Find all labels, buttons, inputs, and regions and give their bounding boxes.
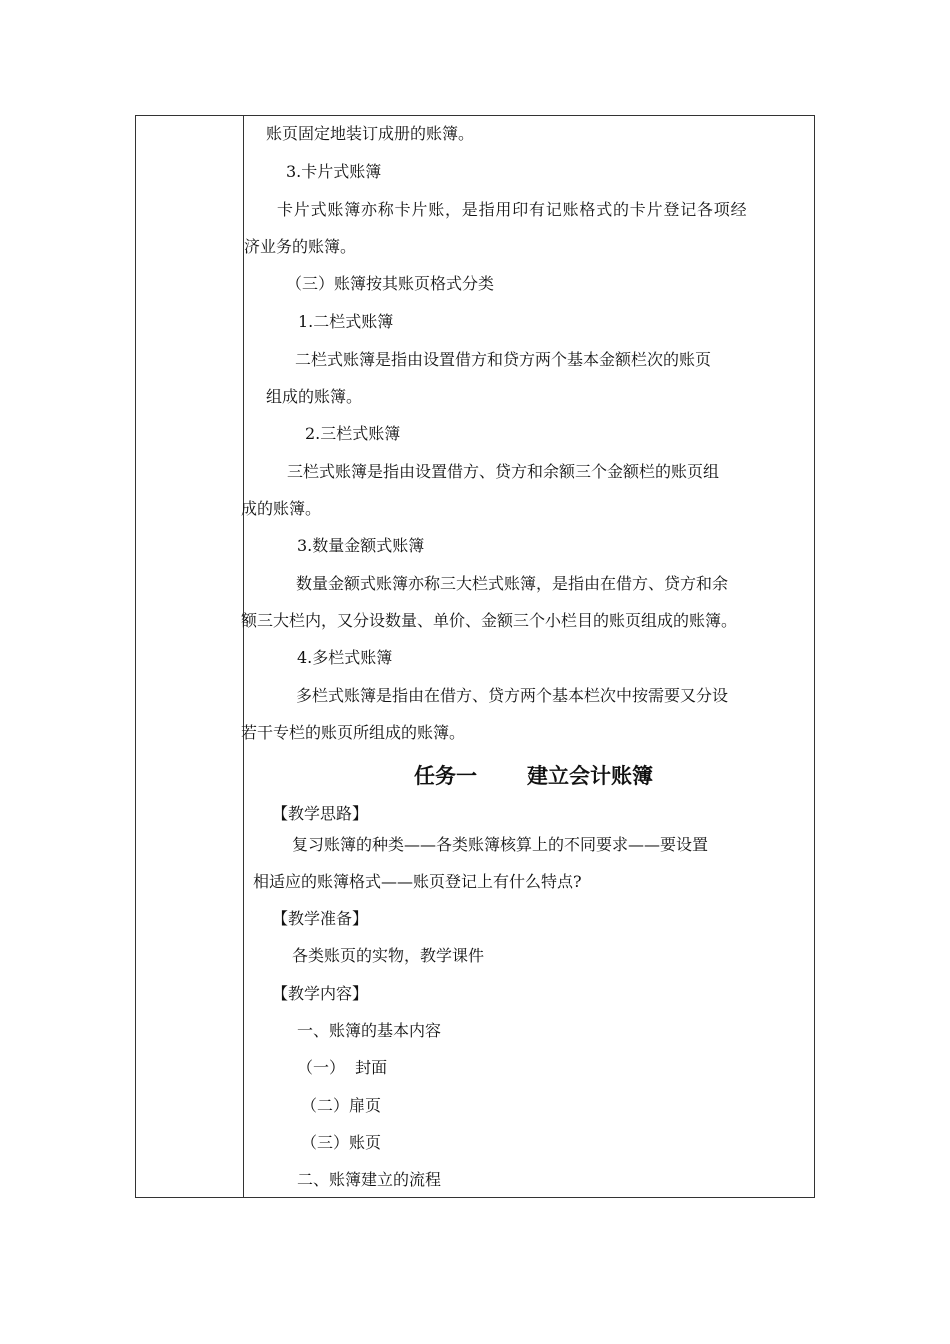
task-title-number: 任务一 — [414, 764, 477, 788]
outline-item: 一、账簿的基本内容 — [297, 1021, 442, 1040]
outline-item: （二）扉页 — [301, 1096, 382, 1115]
subheading: 3.卡片式账簿 — [286, 162, 382, 181]
subheading: 2.三栏式账簿 — [305, 424, 401, 443]
text-line: 数量金额式账簿亦称三大栏式账簿，是指由在借方、贷方和余 — [296, 574, 729, 593]
text-line: 成的账簿。 — [241, 499, 322, 518]
section-label: 【教学准备】 — [272, 909, 369, 928]
text-line: 复习账簿的种类——各类账簿核算上的不同要求——要设置 — [292, 835, 709, 854]
outline-item: （三）账页 — [301, 1133, 382, 1152]
text-line: 三栏式账簿是指由设置借方、贷方和余额三个金额栏的账页组 — [287, 462, 720, 481]
task-title — [414, 763, 653, 789]
subheading: 1.二栏式账簿 — [298, 312, 394, 331]
text-line: 各类账页的实物，教学课件 — [292, 946, 485, 965]
text-line: 相适应的账簿格式——账页登记上有什么特点? — [253, 872, 582, 891]
outline-item: （一） 封面 — [297, 1058, 388, 1077]
subheading: 3.数量金额式账簿 — [297, 536, 425, 555]
text-line: 二栏式账簿是指由设置借方和贷方两个基本金额栏次的账页 — [295, 350, 712, 369]
task-title-name: 建立会计账簿 — [527, 764, 653, 788]
table-column-divider — [243, 115, 244, 1198]
text-line: 账页固定地装订成册的账簿。 — [266, 124, 475, 143]
subheading: 4.多栏式账簿 — [297, 648, 393, 667]
section-label: 【教学内容】 — [272, 984, 369, 1003]
text-line: 济业务的账簿。 — [244, 237, 357, 256]
text-line: 额三大栏内，又分设数量、单价、金额三个小栏目的账页组成的账簿。 — [241, 611, 738, 630]
outline-item: 二、账簿建立的流程 — [297, 1170, 442, 1189]
section-label: 【教学思路】 — [272, 804, 369, 823]
text-line: 卡片式账簿亦称卡片账，是指用印有记账格式的卡片登记各项经 — [277, 200, 748, 219]
text-line: 多栏式账簿是指由在借方、贷方两个基本栏次中按需要又分设 — [296, 686, 729, 705]
subheading: （三）账簿按其账页格式分类 — [286, 274, 495, 293]
text-line: 组成的账簿。 — [266, 387, 363, 406]
text-line: 若干专栏的账页所组成的账簿。 — [241, 723, 466, 742]
